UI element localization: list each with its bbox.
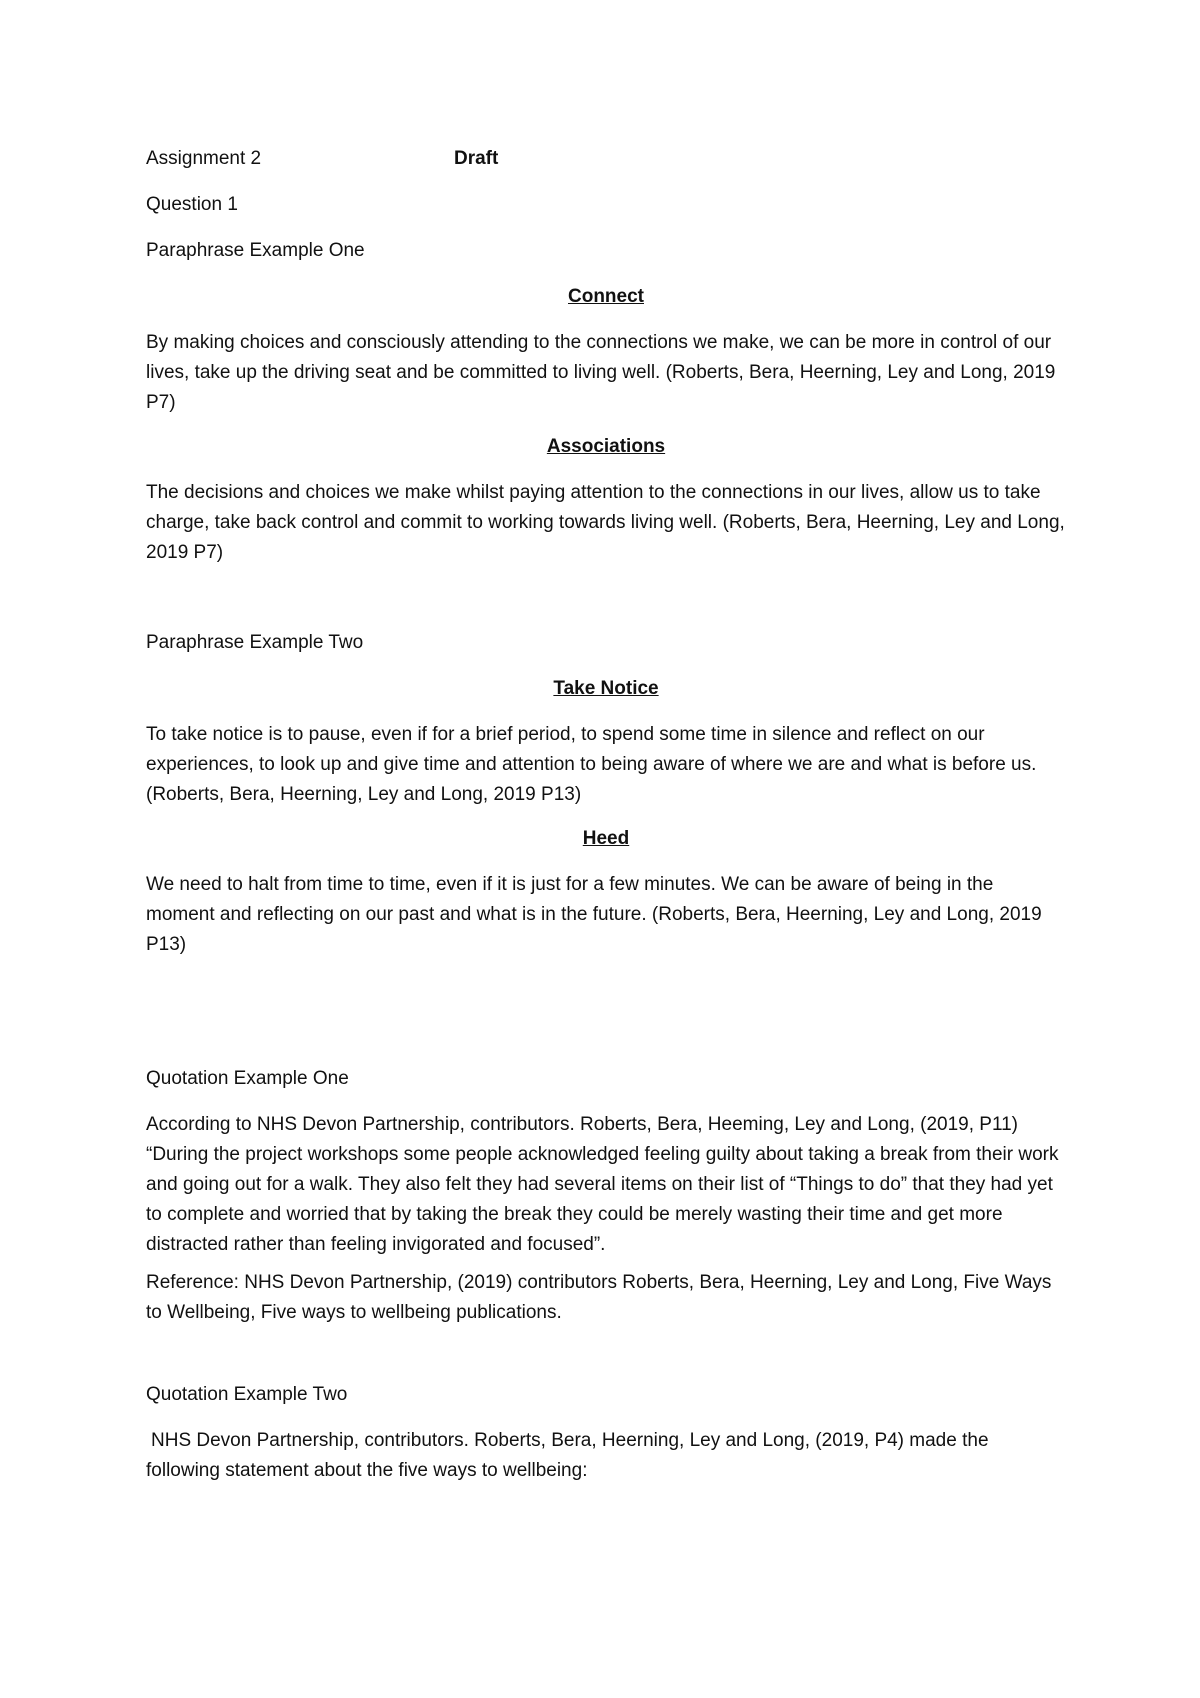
associations-paragraph: The decisions and choices we make whilst paying attention to the connections in our lives, allow us to take charge, take back control and commit to working towards living well. (Roberts, Bera, Heerning, Ley and Long, 2019 P7) xyxy=(146,482,1065,563)
question-label: Question 1 xyxy=(146,194,238,215)
associations-heading: Associations xyxy=(546,436,666,457)
paraphrase-one-label: Paraphrase Example One xyxy=(146,240,365,261)
take-notice-heading: Take Notice xyxy=(553,678,659,699)
quotation-one-reference: Reference: NHS Devon Partnership, (2019) contributors Roberts, Bera, Heerning, Ley and Long, Five Ways to Wellbeing, Five ways to wellbeing publications. xyxy=(146,1272,1052,1323)
quotation-two-label: Quotation Example Two xyxy=(146,1384,348,1405)
heed-paragraph: We need to halt from time to time, even if it is just for a few minutes. We can be aware of being in the moment and reflecting on our past and what is in the future. (Roberts, Bera, Heerning, Ley and Long, 2019 P13) xyxy=(146,874,1042,955)
heed-heading: Heed xyxy=(582,828,630,849)
quotation-one-paragraph: According to NHS Devon Partnership, contributors. Roberts, Bera, Heeming, Ley and Long, (2019, P11) “During the project workshops some people acknowledged feeling guilty about taking a break from their work and going out for a walk. They also felt they had several items on their list of “Things to do” that they had yet to complete and worried that by taking the break they could be merely wasting their time and get more distracted rather than feeling invigorated and focused”. xyxy=(146,1114,1059,1255)
connect-paragraph: By making choices and consciously attending to the connections we make, we can be more in control of our lives, take up the driving seat and be committed to living well. (Roberts, Bera, Heerning, Ley and Long, 2019 P7) xyxy=(146,332,1056,413)
take-notice-paragraph: To take notice is to pause, even if for a brief period, to spend some time in silence and reflect on our experiences, to look up and give time and attention to being aware of where we are and what is before us. (Roberts, Bera, Heerning, Ley and Long, 2019 P13) xyxy=(146,724,1037,805)
quotation-one-label: Quotation Example One xyxy=(146,1068,349,1089)
quotation-two-paragraph: NHS Devon Partnership, contributors. Roberts, Bera, Heerning, Ley and Long, (2019, P4) made the following statement about the five ways to wellbeing: xyxy=(146,1430,989,1481)
assignment-title: Assignment 2 xyxy=(146,148,262,169)
connect-heading: Connect xyxy=(568,286,644,307)
assignment-title-line xyxy=(146,144,1066,174)
draft-label: Draft xyxy=(454,148,499,169)
paraphrase-two-label: Paraphrase Example Two xyxy=(146,632,364,653)
